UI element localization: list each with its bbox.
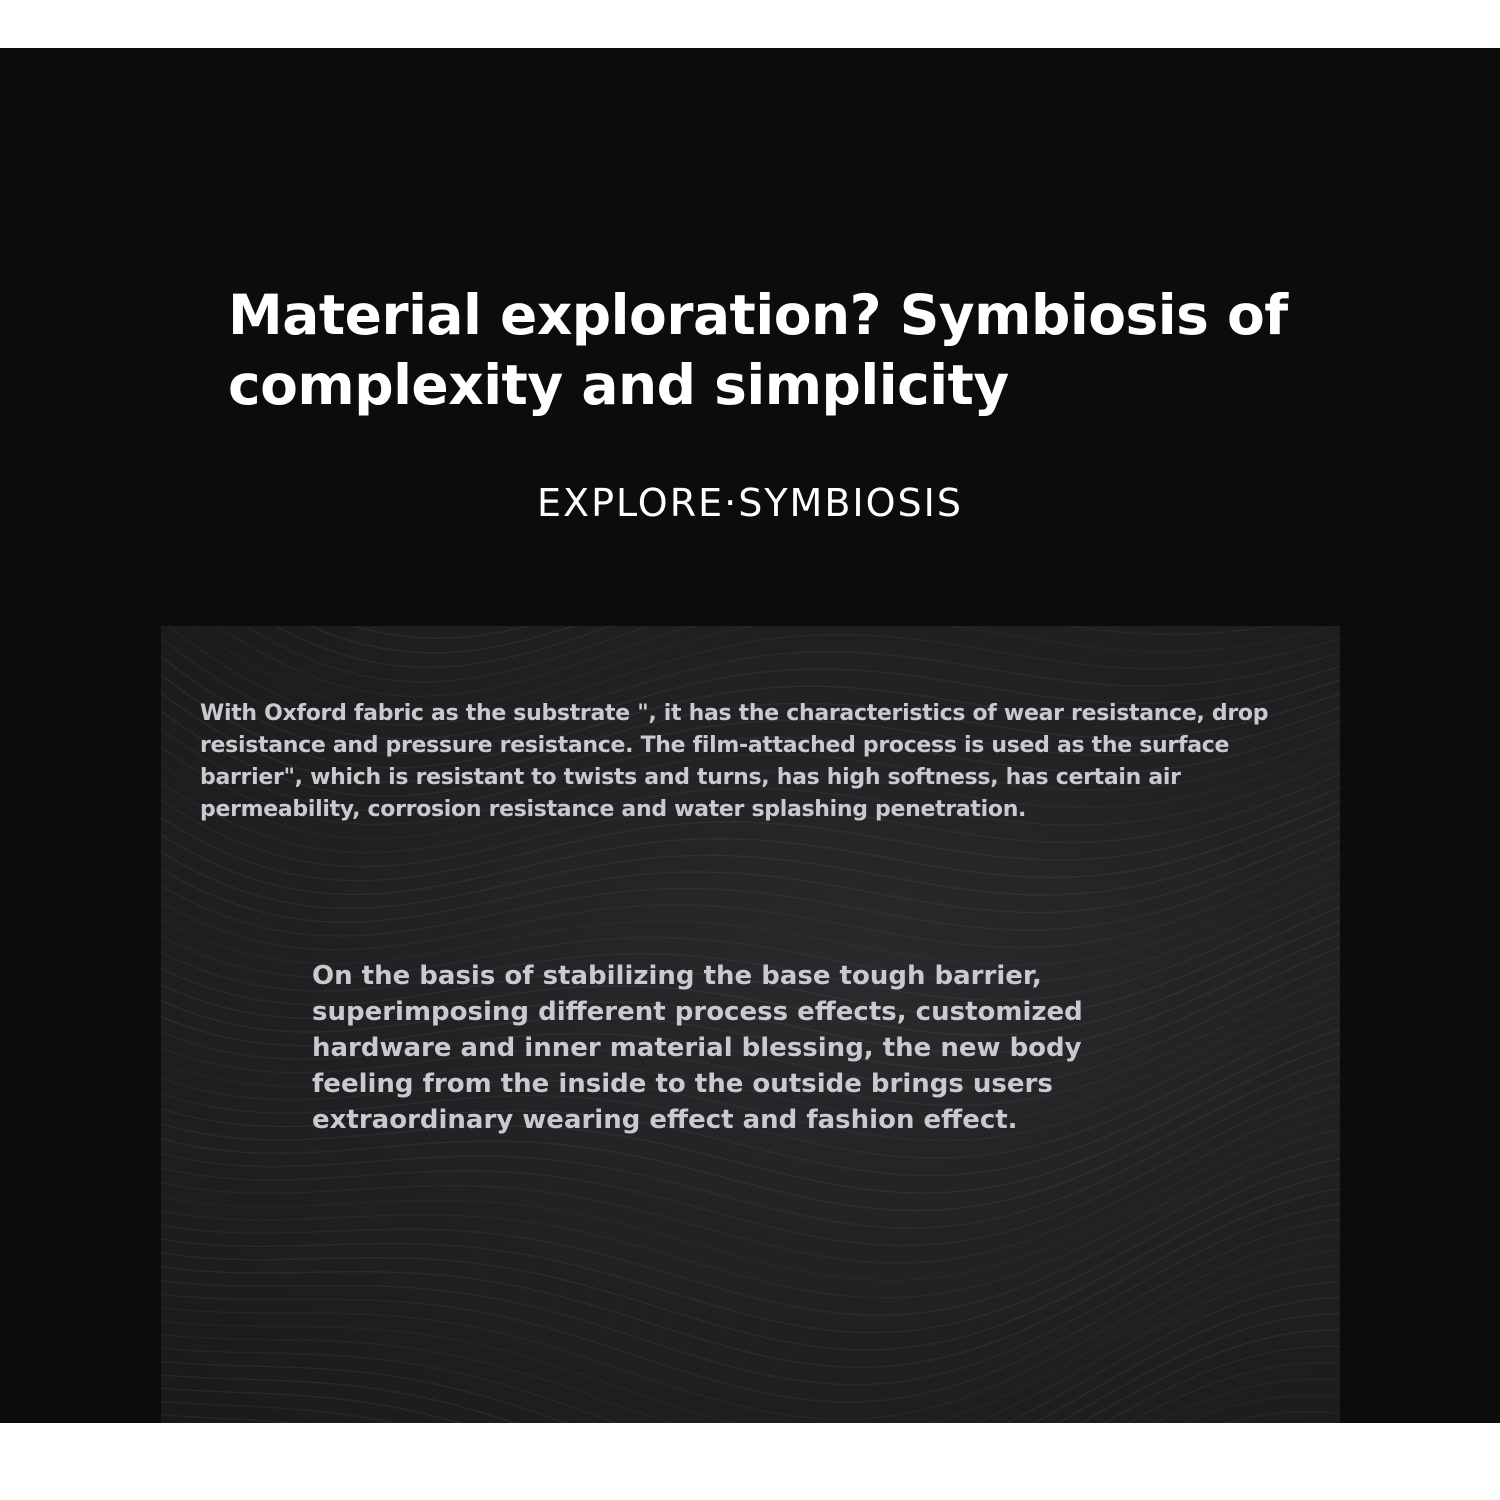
wave-line [161, 626, 1340, 667]
wave-line [161, 1114, 1340, 1280]
headline: Material exploration? Symbiosis of complexity and simplicity [228, 283, 1288, 417]
process-description: On the basis of stabilizing the base tough barrier, superimposing different process effects, customized hardware and inner material blessing, the new body feeling from the inside to the outside brings users extraordinary wearing effect and fashion effect. [312, 961, 1083, 1135]
wave-line [161, 626, 1340, 653]
wave-line [161, 1314, 1340, 1423]
wave-line [161, 1379, 1340, 1423]
wave-line [161, 1144, 1340, 1316]
material-description: With Oxford fabric as the substrate ", it has the characteristics of wear resistance, drop resistance and pressure resistance. The film-attached process is used as the surface barrier", which is resistant to twists and turns, has high softness, has certain air permeability, corrosion resistance and water splashing penetration. [200, 701, 1269, 822]
subhead: EXPLORE·SYMBIOSIS [537, 481, 963, 525]
